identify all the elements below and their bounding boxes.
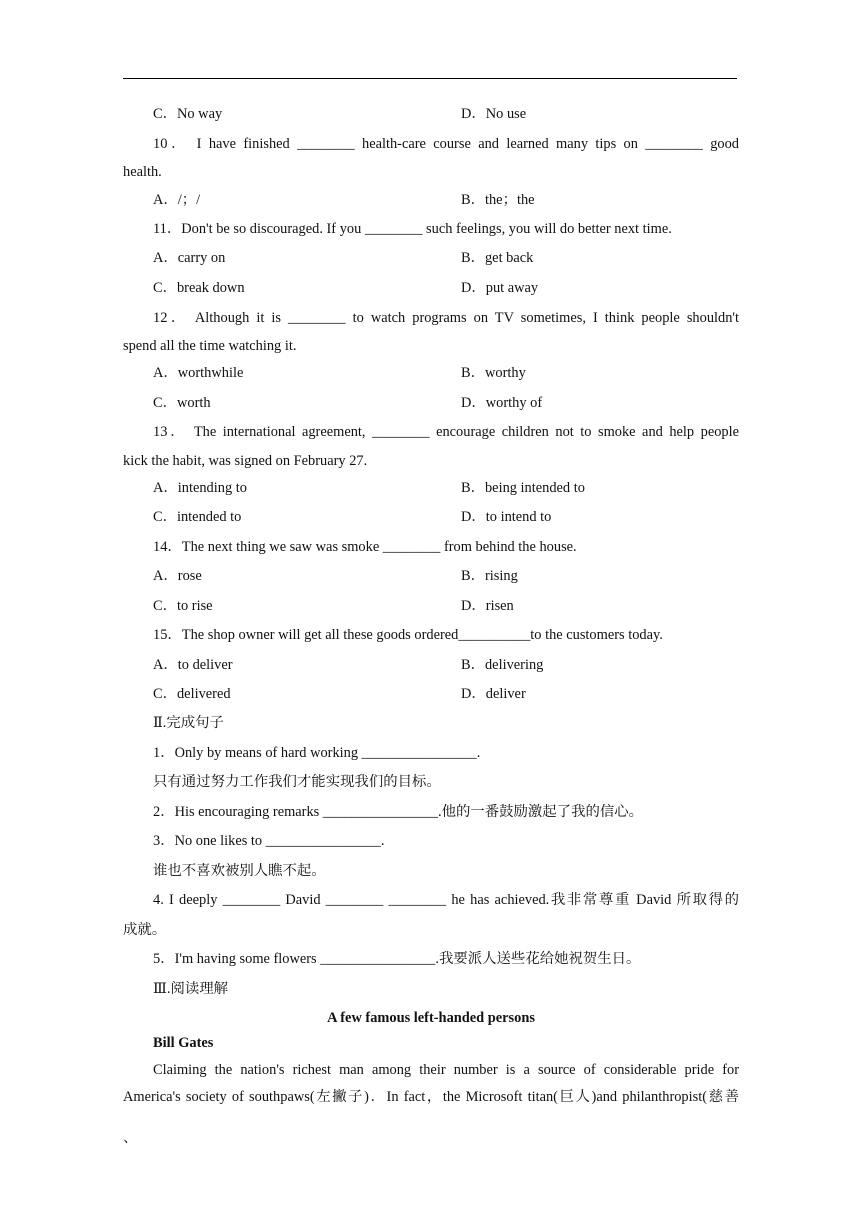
section2-item1-en: 1．Only by means of hard working ________________. xyxy=(153,745,481,761)
passage-line1: Claiming the nation's richest man among their number is a source of considerable pride for xyxy=(153,1062,739,1078)
q14-option-a: A．rose xyxy=(153,568,202,584)
section2-item1-zh: 只有通过努力工作我们才能实现我们的目标。 xyxy=(153,774,441,790)
q11-options-cd xyxy=(0,278,860,298)
q12-options-ab xyxy=(0,363,860,383)
q15-option-b: B．delivering xyxy=(461,657,544,673)
q14-stem: 14．The next thing we saw was smoke ________ from behind the house. xyxy=(153,539,577,555)
q13-options-ab xyxy=(0,478,860,498)
q15-option-a: A．to deliver xyxy=(153,657,233,673)
q11-option-b: B．get back xyxy=(461,250,534,266)
q11-stem: 11．Don't be so discouraged. If you ________ such feelings, you will do better next time. xyxy=(153,221,672,237)
passage-line3: 、 xyxy=(123,1130,138,1146)
section2-heading: Ⅱ.完成句子 xyxy=(153,715,224,731)
passage-line2: America's society of southpaws(左撇子)．In fact，the Microsoft titan(巨人)and philanthropist(慈善 xyxy=(123,1089,739,1105)
q14-option-d: D．risen xyxy=(461,598,514,614)
q15-options-ab xyxy=(0,655,860,675)
passage-subhead: Bill Gates xyxy=(153,1035,214,1051)
section2-item4-line1: 4. I deeply ________ David ________ ________ he has achieved.我非常尊重 David 所取得的 xyxy=(153,892,739,908)
q9-option-d: D．No use xyxy=(461,106,527,122)
q15-stem: 15．The shop owner will get all these goods ordered__________to the customers today. xyxy=(153,627,663,643)
section2-item3-en: 3．No one likes to ________________. xyxy=(153,833,385,849)
q9-option-c: C．No way xyxy=(153,106,223,122)
q11-option-c: C．break down xyxy=(153,280,245,296)
q12-option-b: B．worthy xyxy=(461,365,526,381)
section2-item2: 2．His encouraging remarks ________________.他的一番鼓励激起了我的信心。 xyxy=(153,804,644,820)
passage-title: A few famous left-handed persons xyxy=(327,1010,535,1026)
q10-option-a: A．/；/ xyxy=(153,192,201,208)
section2-item3-zh: 谁也不喜欢被别人瞧不起。 xyxy=(153,863,326,879)
q12-option-d: D．worthy of xyxy=(461,395,543,411)
q13-option-c: C．intended to xyxy=(153,509,242,525)
q15-options-cd xyxy=(0,684,860,704)
section2-item4-line2: 成就。 xyxy=(123,922,167,938)
section2-item5: 5．I'm having some flowers ________________.我要派人送些花给她祝贺生日。 xyxy=(153,951,641,967)
q15-option-c: C．delivered xyxy=(153,686,231,702)
q15-option-d: D．deliver xyxy=(461,686,526,702)
q10-options-ab xyxy=(0,190,860,210)
q14-option-b: B．rising xyxy=(461,568,518,584)
q13-stem-line2: kick the habit, was signed on February 27. xyxy=(123,453,368,469)
q10-option-b: B．the；the xyxy=(461,192,535,208)
q14-options-ab xyxy=(0,566,860,586)
q14-options-cd xyxy=(0,596,860,616)
section3-heading: Ⅲ.阅读理解 xyxy=(153,981,229,997)
q12-option-c: C．worth xyxy=(153,395,211,411)
q13-stem-line1: 13． The international agreement, ________ encourage children not to smoke and help people xyxy=(153,424,739,440)
q13-option-d: D．to intend to xyxy=(461,509,552,525)
q12-stem-line1: 12． Although it is ________ to watch programs on TV sometimes, I think people shouldn't xyxy=(153,310,739,326)
q12-options-cd xyxy=(0,393,860,413)
q11-option-a: A．carry on xyxy=(153,250,226,266)
q13-option-b: B．being intended to xyxy=(461,480,585,496)
q12-option-a: A．worthwhile xyxy=(153,365,244,381)
q14-option-c: C．to rise xyxy=(153,598,213,614)
q11-options-ab xyxy=(0,248,860,268)
q10-stem-line1: 10． I have finished ________ health-care course and learned many tips on ________ good xyxy=(153,136,739,152)
q13-options-cd xyxy=(0,507,860,527)
q10-stem-line2: health. xyxy=(123,164,162,180)
q12-stem-line2: spend all the time watching it. xyxy=(123,338,297,354)
header-rule xyxy=(123,78,737,79)
q9-options-cd xyxy=(0,104,860,124)
q13-option-a: A．intending to xyxy=(153,480,247,496)
q11-option-d: D．put away xyxy=(461,280,539,296)
